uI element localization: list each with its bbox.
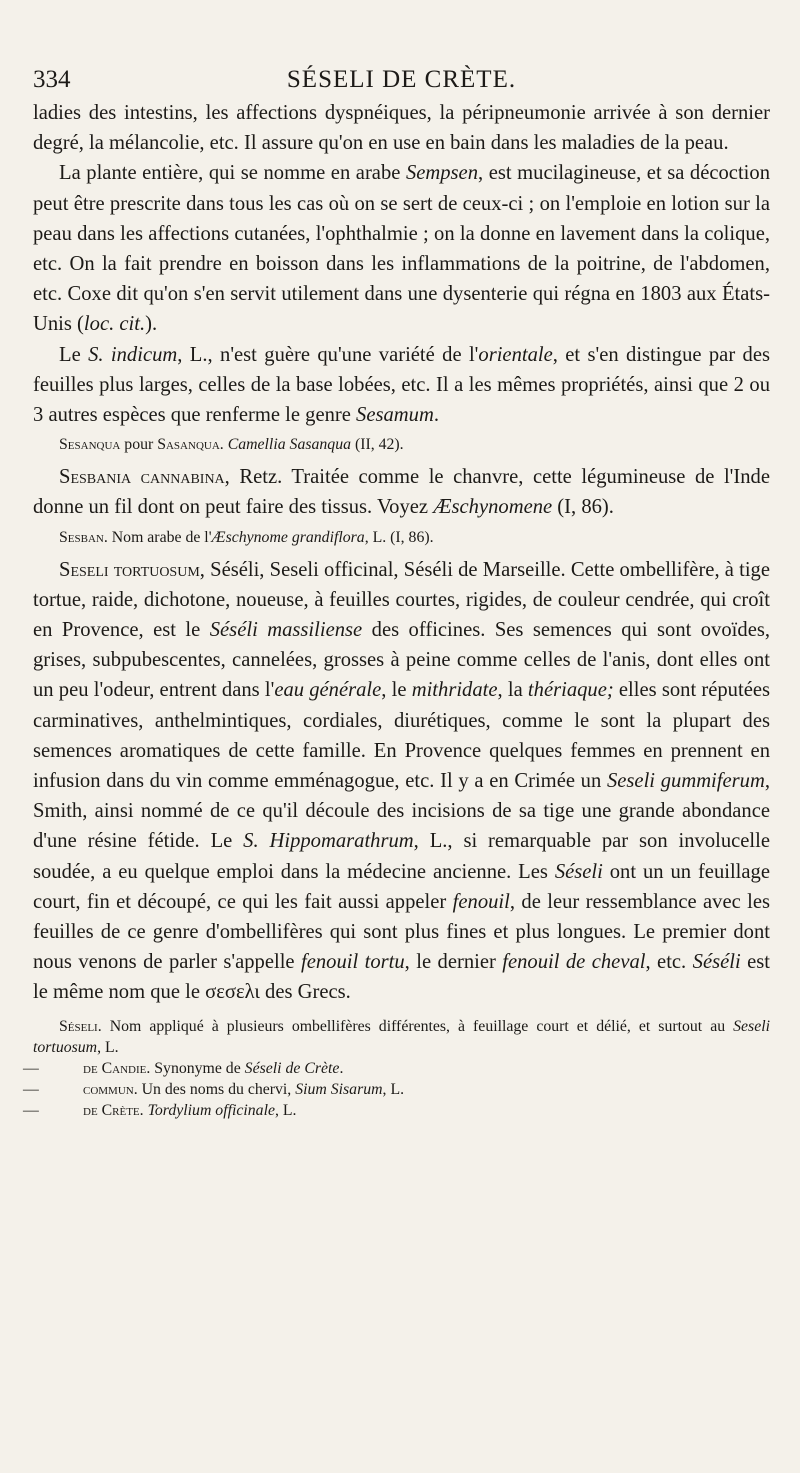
note-seseli <box>33 1016 770 1058</box>
note-commun <box>23 1079 770 1100</box>
italic-term: orientale <box>478 343 553 366</box>
italic-term: Séseli <box>554 860 603 883</box>
italic-term: Tordylium officinale <box>147 1101 275 1119</box>
dash: — <box>23 1080 39 1098</box>
text-run: . <box>433 404 439 427</box>
text-run: , L. <box>97 1038 119 1056</box>
entry-headword: Sesban <box>59 528 104 546</box>
text-run: , Séséli, Seseli officinal, Séséli de Marseille. Cette ombellifère, à tige tortue, raide, dichotone, noueuse, à feuilles courtes, rigides, de couleur cendrée, qui croît en Provence, est le <box>33 558 770 642</box>
italic-term: eau générale <box>274 679 382 702</box>
sub-headword: de Crète <box>83 1101 140 1119</box>
text-run: ont un un feuillage court, fin et découpé, ce qui les fait aussi appeler <box>33 860 770 913</box>
paragraph-indicum <box>33 340 770 431</box>
dash: — <box>23 1101 39 1119</box>
entry-headword: Sesbania cannabina <box>59 466 225 489</box>
italic-term: Séseli de Crète <box>244 1059 340 1077</box>
text-run: des officines. Ses semences qui sont ovoïdes, grises, subpubescentes, cannelées, grosses à peine comme celles de l'anis, dont elles ont un peu l'odeur, entrent dans l' <box>33 619 771 702</box>
text-run: ). <box>145 313 158 336</box>
italic-term: mithridate <box>411 679 498 702</box>
small-caps-term: Sasanqua <box>157 436 220 454</box>
text-run: , Retz. Traitée comme le chanvre, cette légumineuse de l'Inde donne un fil dont on peut faire des tissus. Voyez <box>33 466 770 519</box>
page-number: 334 <box>33 66 71 93</box>
entry-sesanqua <box>33 434 770 456</box>
italic-term: fenouil <box>452 890 510 913</box>
entry-headword: Seseli tortuosum <box>59 558 200 581</box>
text-run: La plante entière, qui se nomme en arabe <box>59 162 406 185</box>
italic-term: Sempsen <box>405 162 478 185</box>
italic-term: Æschynome grandiflora <box>211 528 365 546</box>
text-run: . Synonyme de <box>146 1059 245 1077</box>
note-de-candie <box>23 1058 770 1079</box>
paragraph-text: ladies des intestins, les affections dyspnéiques, la péripneumonie arrivée à son dernier degré, la mélancolie, etc. Il assure qu'on en use en bain dans les maladies de la peau. <box>33 102 770 155</box>
italic-term: Séséli massiliense <box>209 619 363 642</box>
note-de-crete <box>23 1100 770 1121</box>
running-title: SÉSELI DE CRÈTE. <box>286 66 517 93</box>
text-run: elles sont réputées carminatives, anthelmintiques, cordiales, diurétiques, comme le sont la plupart des semences aromatiques de cette famille. En Provence quelques femmes en prennent en infusion dans du vin comme emménagogue, etc. Il y a en Crimée un <box>33 679 770 793</box>
text-run: (I, 86). <box>552 496 614 519</box>
synonym-notes <box>23 1016 770 1121</box>
entry-headword: Sesanqua <box>59 436 121 454</box>
italic-term: loc. cit. <box>83 313 146 336</box>
sub-headword: de Candie <box>83 1059 147 1077</box>
text-run: , L. <box>382 1080 405 1098</box>
italic-term: Séséli <box>692 951 741 974</box>
text-run: est le même nom que le σεσελι des Grecs. <box>33 951 770 1004</box>
entry-sesbania <box>33 462 770 522</box>
text-run: . Un des noms du chervi, <box>133 1080 296 1098</box>
text-run: . <box>139 1101 148 1119</box>
dash: — <box>23 1059 39 1077</box>
entry-seseli-tortuosum <box>33 555 770 1008</box>
italic-term: Sesamum <box>356 404 434 427</box>
entry-headword: Séseli <box>59 1017 98 1035</box>
entry-sesban <box>33 527 770 549</box>
text-run: , et s'en distingue par des feuilles plus larges, celles de la base lobées, etc. Il a les mêmes propriétés, ainsi que 2 ou 3 autres espèces que renferme le genre <box>33 343 771 427</box>
text-run: , le <box>381 679 412 702</box>
italic-term: S. Hippomarathrum <box>243 830 414 853</box>
paragraph-sempsen <box>33 158 770 339</box>
text-run: , L. (I, 86). <box>364 528 434 546</box>
text-run: . <box>219 436 228 454</box>
text-run: , la <box>497 679 528 702</box>
body-text <box>33 98 770 1008</box>
italic-term: Seseli tortuosum <box>33 1017 770 1056</box>
italic-term: Seseli gummiferum <box>606 770 765 793</box>
italic-term: Sium Sisarum <box>295 1080 383 1098</box>
italic-term: fenouil de cheval <box>502 951 646 974</box>
italic-term: S. indicum <box>88 343 178 366</box>
text-run: Le <box>59 343 89 366</box>
text-run: . Nom arabe de l' <box>103 528 212 546</box>
sub-headword: commun <box>83 1080 134 1098</box>
text-run: , etc. <box>645 951 693 974</box>
italic-term: Æschynomene <box>433 496 553 519</box>
text-run: , le dernier <box>404 951 503 974</box>
text-run: , L., n'est guère qu'une variété de l' <box>177 343 479 366</box>
page-header <box>33 62 770 98</box>
italic-term: thériaque; <box>527 679 614 702</box>
text-run: , L., si remarquable par son involucelle soudée, a eu quelque emploi dans la médecine ancienne. Les <box>33 830 770 883</box>
text-run: , est mucilagineuse, et sa décoction peut être prescrite dans tous les cas où on se sert de ceux-ci ; on l'emploie en lotion sur la peau dans les affections cutanées, l'ophthalmie ; on la donne en lavement dans la colique, etc. On la fait prendre en boisson dans les inflammations de la poitrine, de l'abdomen, etc. Coxe dit qu'on s'en servit utilement dans une dysenterie qui régna en 1803 aux États-Unis ( <box>33 162 770 336</box>
italic-term: fenouil tortu <box>301 951 405 974</box>
text-run: (II, 42). <box>351 436 404 454</box>
italic-term: Camellia Sasanqua <box>227 436 351 454</box>
text-run: , Smith, ainsi nommé de ce qu'il découle des incisions de sa tige une grande abondance d'une résine fétide. Le <box>33 770 770 853</box>
paragraph-continuation <box>33 98 770 158</box>
text-run: . <box>339 1059 344 1077</box>
text-run: pour <box>120 436 158 454</box>
text-run: , de leur ressemblance avec les feuilles de ce genre d'ombellifères qui sont plus fines et plus longues. Le premier dont nous venons de parler s'appelle <box>33 890 770 974</box>
text-run: . Nom appliqué à plusieurs ombellifères différentes, à feuillage court et délié, et surtout au <box>97 1017 734 1035</box>
text-run: , L. <box>274 1101 297 1119</box>
